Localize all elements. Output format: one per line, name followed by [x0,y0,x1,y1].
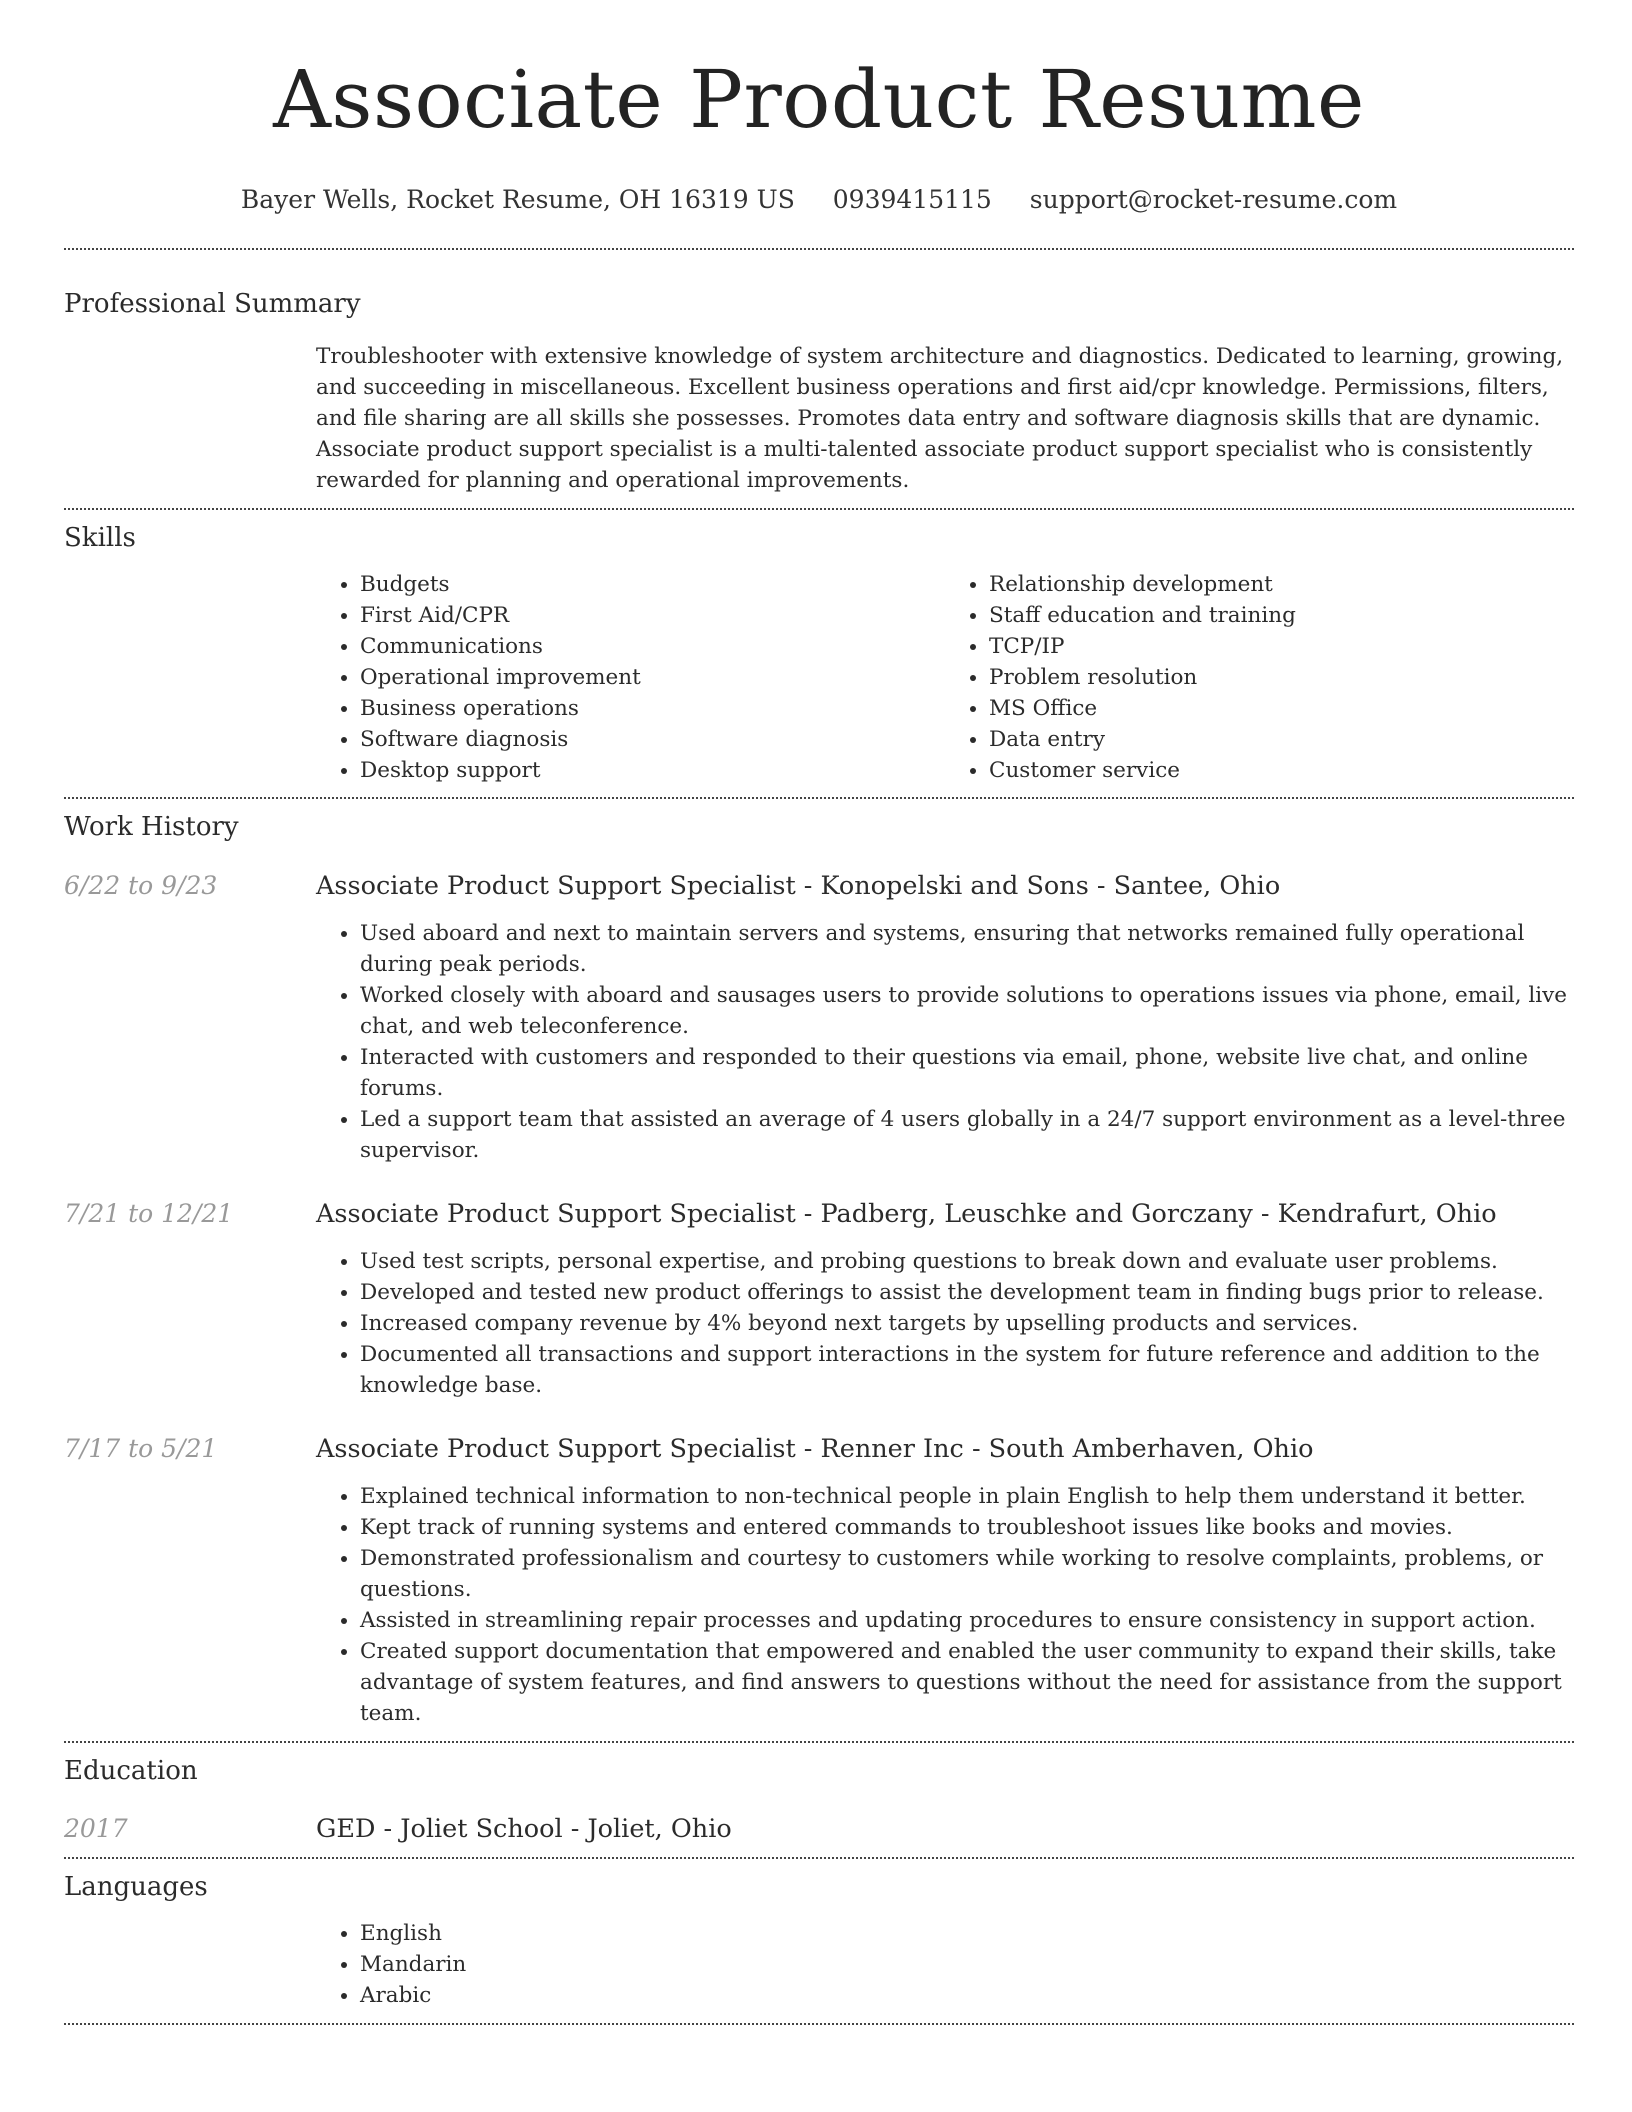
languages-heading: Languages [64,1872,208,1902]
skills-list-right [945,569,1574,786]
education-heading: Education [64,1756,198,1786]
skill-item: • MS Office [989,693,1574,724]
job-bullets [316,1246,1574,1401]
skills-section [64,510,1574,786]
job-bullet: • Interacted with customers and responded to their questions via email, phone, website live chat, and online forums. [360,1042,1574,1104]
skill-item: • Problem resolution [989,662,1574,693]
skill-item: • Software diagnosis [360,724,945,755]
skill-item: • Data entry [989,724,1574,755]
skill-item: • Communications [360,631,945,662]
job-bullet: • Led a support team that assisted an average of 4 users globally in a 24/7 support environment as a level-three supervisor. [360,1104,1574,1166]
work-section [64,799,1574,1729]
job-bullet: • Used test scripts, personal expertise, and probing questions to break down and evaluate user problems. [360,1246,1574,1277]
contact-address: Bayer Wells, Rocket Resume, OH 16319 US [240,185,795,214]
job-bullet: • Documented all transactions and support interactions in the system for future reference and addition to the knowledge base. [360,1339,1574,1401]
skill-item: • Relationship development [989,569,1574,600]
skill-item: • Operational improvement [360,662,945,693]
job-bullet: • Increased company revenue by 4% beyond next targets by upselling products and services. [360,1308,1574,1339]
job-date: 7/21 to 12/21 [64,1199,234,1228]
job-bullet: • Kept track of running systems and entered commands to troubleshoot issues like books and movies. [360,1512,1574,1543]
language-item: • Arabic [360,1980,1574,2011]
job-bullet: • Created support documentation that empowered and enabled the user community to expand their skills, take advantage of system features, and find answers to questions without the need for assistance from the support team. [360,1636,1574,1729]
job-bullet: • Developed and tested new product offerings to assist the development team in finding bugs prior to release. [360,1277,1574,1308]
skill-item: • Desktop support [360,755,945,786]
education-date: 2017 [64,1814,128,1843]
job-bullet: • Demonstrated professionalism and courtesy to customers while working to resolve complaints, problems, or questions. [360,1543,1574,1605]
job-bullet: • Used aboard and next to maintain servers and systems, ensuring that networks remained fully operational during peak periods. [360,918,1574,980]
contact-line [64,184,1574,216]
divider [64,2023,1574,2025]
skill-item: • Staff education and training [989,600,1574,631]
job-bullet: • Assisted in streamlining repair processes and updating procedures to ensure consistency in support action. [360,1605,1574,1636]
job-header [64,1433,1574,1465]
job-date: 6/22 to 9/23 [64,871,218,900]
language-item: • English [360,1918,1574,1949]
job-title: Associate Product Support Specialist - Renner Inc - South Amberhaven, Ohio [316,1434,1314,1464]
job-entry [64,1198,1574,1401]
summary-section [64,250,1574,496]
job-header [64,1198,1574,1230]
job-date: 7/17 to 5/21 [64,1434,218,1463]
skills-columns [316,569,1574,786]
contact-phone: 0939415115 [832,185,992,214]
job-header [64,870,1574,902]
education-section [64,1743,1574,1845]
languages-list [316,1918,1574,2011]
skill-item: • Business operations [360,693,945,724]
education-entry [64,1813,1574,1845]
job-entry [64,1433,1574,1729]
job-bullets [316,1481,1574,1729]
skills-list-left [316,569,945,786]
summary-text: Troubleshooter with extensive knowledge of system architecture and diagnostics. Dedicated to learning, growing, and succeeding in miscellaneous. Excellent business operations and first aid/cpr knowledge. Permissions, filters, and file sharing are all skills she possesses. Promotes data entry and software diagnosis skills that are dynamic. Associate product support specialist is a multi-talented associate product support specialist who is consistently rewarded for planning and operational improvements. [316,344,1564,493]
resume-page [64,0,1574,2025]
job-bullet: • Worked closely with aboard and sausages users to provide solutions to operations issues via phone, email, live chat, and web teleconference. [360,980,1574,1042]
skills-heading: Skills [64,523,136,553]
job-title: Associate Product Support Specialist - Konopelski and Sons - Santee, Ohio [316,871,1281,901]
job-entry [64,870,1574,1166]
job-bullets [316,918,1574,1166]
skill-item: • Customer service [989,755,1574,786]
summary-heading: Professional Summary [64,289,361,319]
contact-email: support@rocket-resume.com [1029,185,1398,214]
language-item: • Mandarin [360,1949,1574,1980]
job-title: Associate Product Support Specialist - Padberg, Leuschke and Gorczany - Kendrafurt, Ohio [316,1199,1497,1229]
skill-item: • TCP/IP [989,631,1574,662]
job-bullet: • Explained technical information to non-technical people in plain English to help them understand it better. [360,1481,1574,1512]
education-title: GED - Joliet School - Joliet, Ohio [316,1814,732,1844]
work-heading: Work History [64,812,239,842]
languages-section [64,1859,1574,2011]
skill-item: • First Aid/CPR [360,600,945,631]
resume-title: Associate Product Resume [273,53,1365,146]
skill-item: • Budgets [360,569,945,600]
